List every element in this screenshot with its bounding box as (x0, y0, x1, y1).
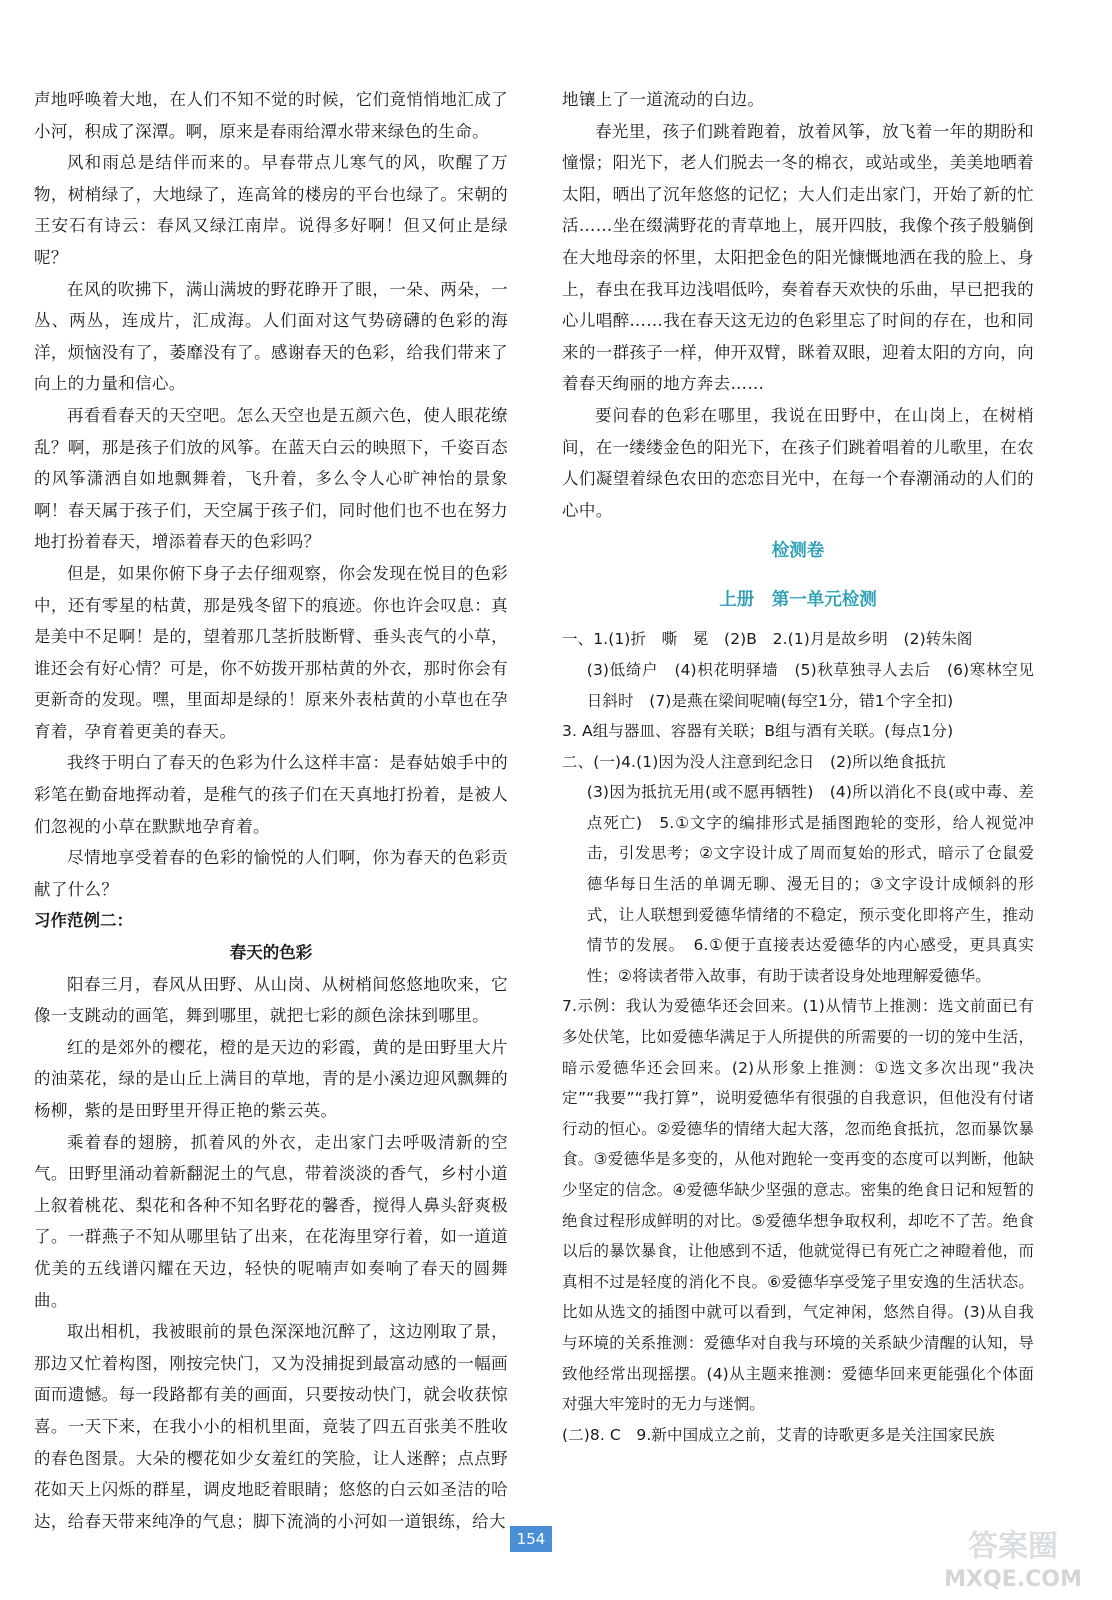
subsection-title: 上册 第一单元检测 (719, 590, 877, 611)
paragraph: 在风的吹拂下，满山满坡的野花睁开了眼，一朵、两朵，一丛、两丛，连成片，汇成海。人们面对这气势磅礴的色彩的海洋，烦恼没有了，萎靡没有了。感谢春天的色彩，给我们带来了向上的力量和信心。 (34, 279, 508, 394)
paragraph: 声地呼唤着大地，在人们不知不觉的时候，它们竟悄悄地汇成了小河，积成了深潭。啊，原来是春雨给潭水带来绿色的生命。 (34, 90, 508, 141)
watermark-logo (928, 1522, 1098, 1592)
answer-item: (3)低绮户 (4)枳花明驿墙 (5)秋草独寻人去后 (6)寒林空见日斜时 (7)是燕在梁间呢喃(每空1分，错1个字全扣) (586, 660, 1034, 710)
paragraph: 风和雨总是结伴而来的。早春带点儿寒气的风，吹醒了万物，树梢绿了，大地绿了，连高耸的楼房的平台也绿了。宋朝的王安石有诗云：春风又绿江南岸。说得多好啊！但又何止是绿呢？ (34, 153, 508, 267)
essay-label: 习作范例二： (34, 911, 133, 931)
watermark-text-bottom: MXQE.COM (944, 1567, 1082, 1592)
paragraph: 我终于明白了春天的色彩为什么这样丰富：是春姑娘手中的彩笔在勤奋地挥动着，是稚气的孩子们在天真地打扮着，是被人们忽视的小草在默默地孕育着。 (34, 753, 508, 836)
section-title: 检测卷 (771, 541, 825, 562)
answer-item: 3. A组与器皿、容器有关联；B组与酒有关联。(每点1分) (562, 722, 954, 741)
answer-list (562, 624, 1034, 1450)
answer-item: 二、(一)4.(1)因为没人注意到纪念日 (2)所以绝食抵抗 (562, 752, 946, 771)
paragraph: 但是，如果你俯下身子去仔细观察，你会发现在悦目的色彩中，还有零星的枯黄，那是残冬留下的痕迹。你也许会叹息：真是美中不足啊！是的，望着那几茎折肢断臂、垂头丧气的小草，谁还会有好心情？可是，你不妨拨开那枯黄的外衣，那时你会有更新奇的发现。嘿，里面却是绿的！原来外表枯黄的小草也在孕育着，孕育着更美的春天。 (34, 563, 508, 741)
paragraph: 尽情地享受着春的色彩的愉悦的人们啊，你为春天的色彩贡献了什么？ (34, 848, 508, 899)
paragraph: 乘着春的翅膀，抓着风的外衣，走出家门去呼吸清新的空气。田野里涌动着新翻泥土的气息，带着淡淡的香气，乡村小道上叙着桃花、梨花和各种不知名野花的馨香，搅得人鼻头舒爽极了。一群燕子不知从哪里钻了出来，在花海里穿行着，如一道道优美的五线谱闪耀在天边，轻快的呢喃声如奏响了春天的圆舞曲。 (34, 1132, 508, 1310)
answer-item: (3)因为抵抗无用(或不愿再牺牲) (4)所以消化不良(或中毒、差点死亡) 5.①文字的编排形式是插图跑轮的变形，给人视觉冲击，引发思考；②文字设计成了周而复始的形式，暗示了仓鼠爱德华每日生活的单调无聊、漫无目的；③文字设计成倾斜的形式，让人联想到爱德华情绪的不稳定，预示变化即将产生，推动情节的发展。 6.①便于直接表达爱德华的内心感受，更具真实性；②将读者带入故事，有助于读者设身处地理解爱德华。 (586, 783, 1034, 985)
answer-item: 一、1.(1)折 嘶 冕 (2)B 2.(1)月是故乡明 (2)转朱阁 (562, 630, 973, 649)
right-column (562, 84, 1034, 1450)
watermark-text-top: 答案圈 (968, 1529, 1058, 1564)
paragraph: 要问春的色彩在哪里，我说在田野中，在山岗上，在树梢间，在一缕缕金色的阳光下，在孩子们跳着唱着的儿歌里，在农人们凝望着绿色农田的恋恋目光中，在每一个春潮涌动的人们的心中。 (562, 405, 1034, 520)
paragraph: 地镶上了一道流动的白边。 (562, 90, 765, 109)
answer-item: (二)8. C 9.新中国成立之前，艾青的诗歌更多是关注国家民族 (562, 1425, 995, 1444)
essay-title: 春天的色彩 (229, 943, 313, 963)
paragraph: 春光里，孩子们跳着跑着，放着风筝，放飞着一年的期盼和憧憬；阳光下，老人们脱去一冬的棉衣，或站或坐，美美地晒着太阳，晒出了沉年悠悠的记忆；大人们走出家门，开始了新的忙活……坐在缀满野花的青草地上，展开四肢，我像个孩子般躺倒在大地母亲的怀里，太阳把金色的阳光慷慨地洒在我的脸上、身上，春虫在我耳边浅唱低吟，奏着春天欢快的乐曲，早已把我的心儿唱醉……我在春天这无边的色彩里忘了时间的存在，也和同来的一群孩子一样，伸开双臂，眯着双眼，迎着太阳的方向，向着春天绚丽的地方奔去…… (562, 121, 1034, 394)
paragraph: 取出相机，我被眼前的景色深深地沉醉了，这边刚取了景，那边又忙着构图，刚按完快门，又为没捕捉到最富动感的一幅画面而遗憾。每一段路都有美的画面，只要按动快门，就会收获惊喜。一天下来，在我小小的相机里面，竟装了四五百张美不胜收的春色图景。大朵的樱花如少女羞红的笑脸，让人迷醉；点点野花如天上闪烁的群星，调皮地眨着眼睛；悠悠的白云如圣洁的哈达，给春天带来纯净的气息；脚下流淌的小河如一道银练，给大 (34, 1322, 508, 1531)
page-number: 154 (510, 1526, 552, 1552)
paragraph: 阳春三月，春风从田野、从山岗、从树梢间悠悠地吹来，它像一支跳动的画笔，舞到哪里，就把七彩的颜色涂抹到哪里。 (34, 974, 508, 1026)
paragraph: 再看看春天的天空吧。怎么天空也是五颜六色，使人眼花缭乱？啊，那是孩子们放的风筝。在蓝天白云的映照下，千姿百态的风筝潇洒自如地飘舞着，飞升着，多么令人心旷神怡的景象啊！春天属于孩子们，天空属于孩子们，同时他们也不也在努力地打扮着春天，增添着春天的色彩吗？ (34, 405, 508, 552)
left-column (34, 84, 508, 1537)
answer-item: 7.示例：我认为爱德华还会回来。(1)从情节上推测：选文前面已有多处伏笔，比如爱德华满足于人所提供的所需要的一切的笼中生活，暗示爱德华还会回来。(2)从形象上推测：①选文多次出现“我决定”“我要”“我打算”，说明爱德华有很强的自我意识，但他没有付诸行动的恒心。②爱德华的情绪大起大落，忽而绝食抵抗，忽而暴饮暴食。③爱德华是多变的，从他对跑轮一变再变的态度可以判断，他缺少坚定的信念。④爱德华缺少坚强的意志。密集的绝食日记和短暂的绝食过程形成鲜明的对比。⑤爱德华想争取权利，却吃不了苦。绝食以后的暴饮暴食，让他感到不适，他就觉得已有死亡之神瞪着他，而真相不过是轻度的消化不良。⑥爱德华享受笼子里安逸的生活状态。比如从选文的插图中就可以看到，气定神闲，悠然自得。(3)从自我与环境的关系推测：爱德华对自我与环境的关系缺少清醒的认知，导致他经常出现摇摆。(4)从主题来推测：爱德华回来更能强化个体面对强大牢笼时的无力与迷惘。 (562, 997, 1034, 1414)
paragraph: 红的是郊外的樱花，橙的是天边的彩霞，黄的是田野里大片的油菜花，绿的是山丘上满目的草地，青的是小溪边迎风飘舞的杨柳，紫的是田野里开得正艳的紫云英。 (34, 1037, 508, 1120)
